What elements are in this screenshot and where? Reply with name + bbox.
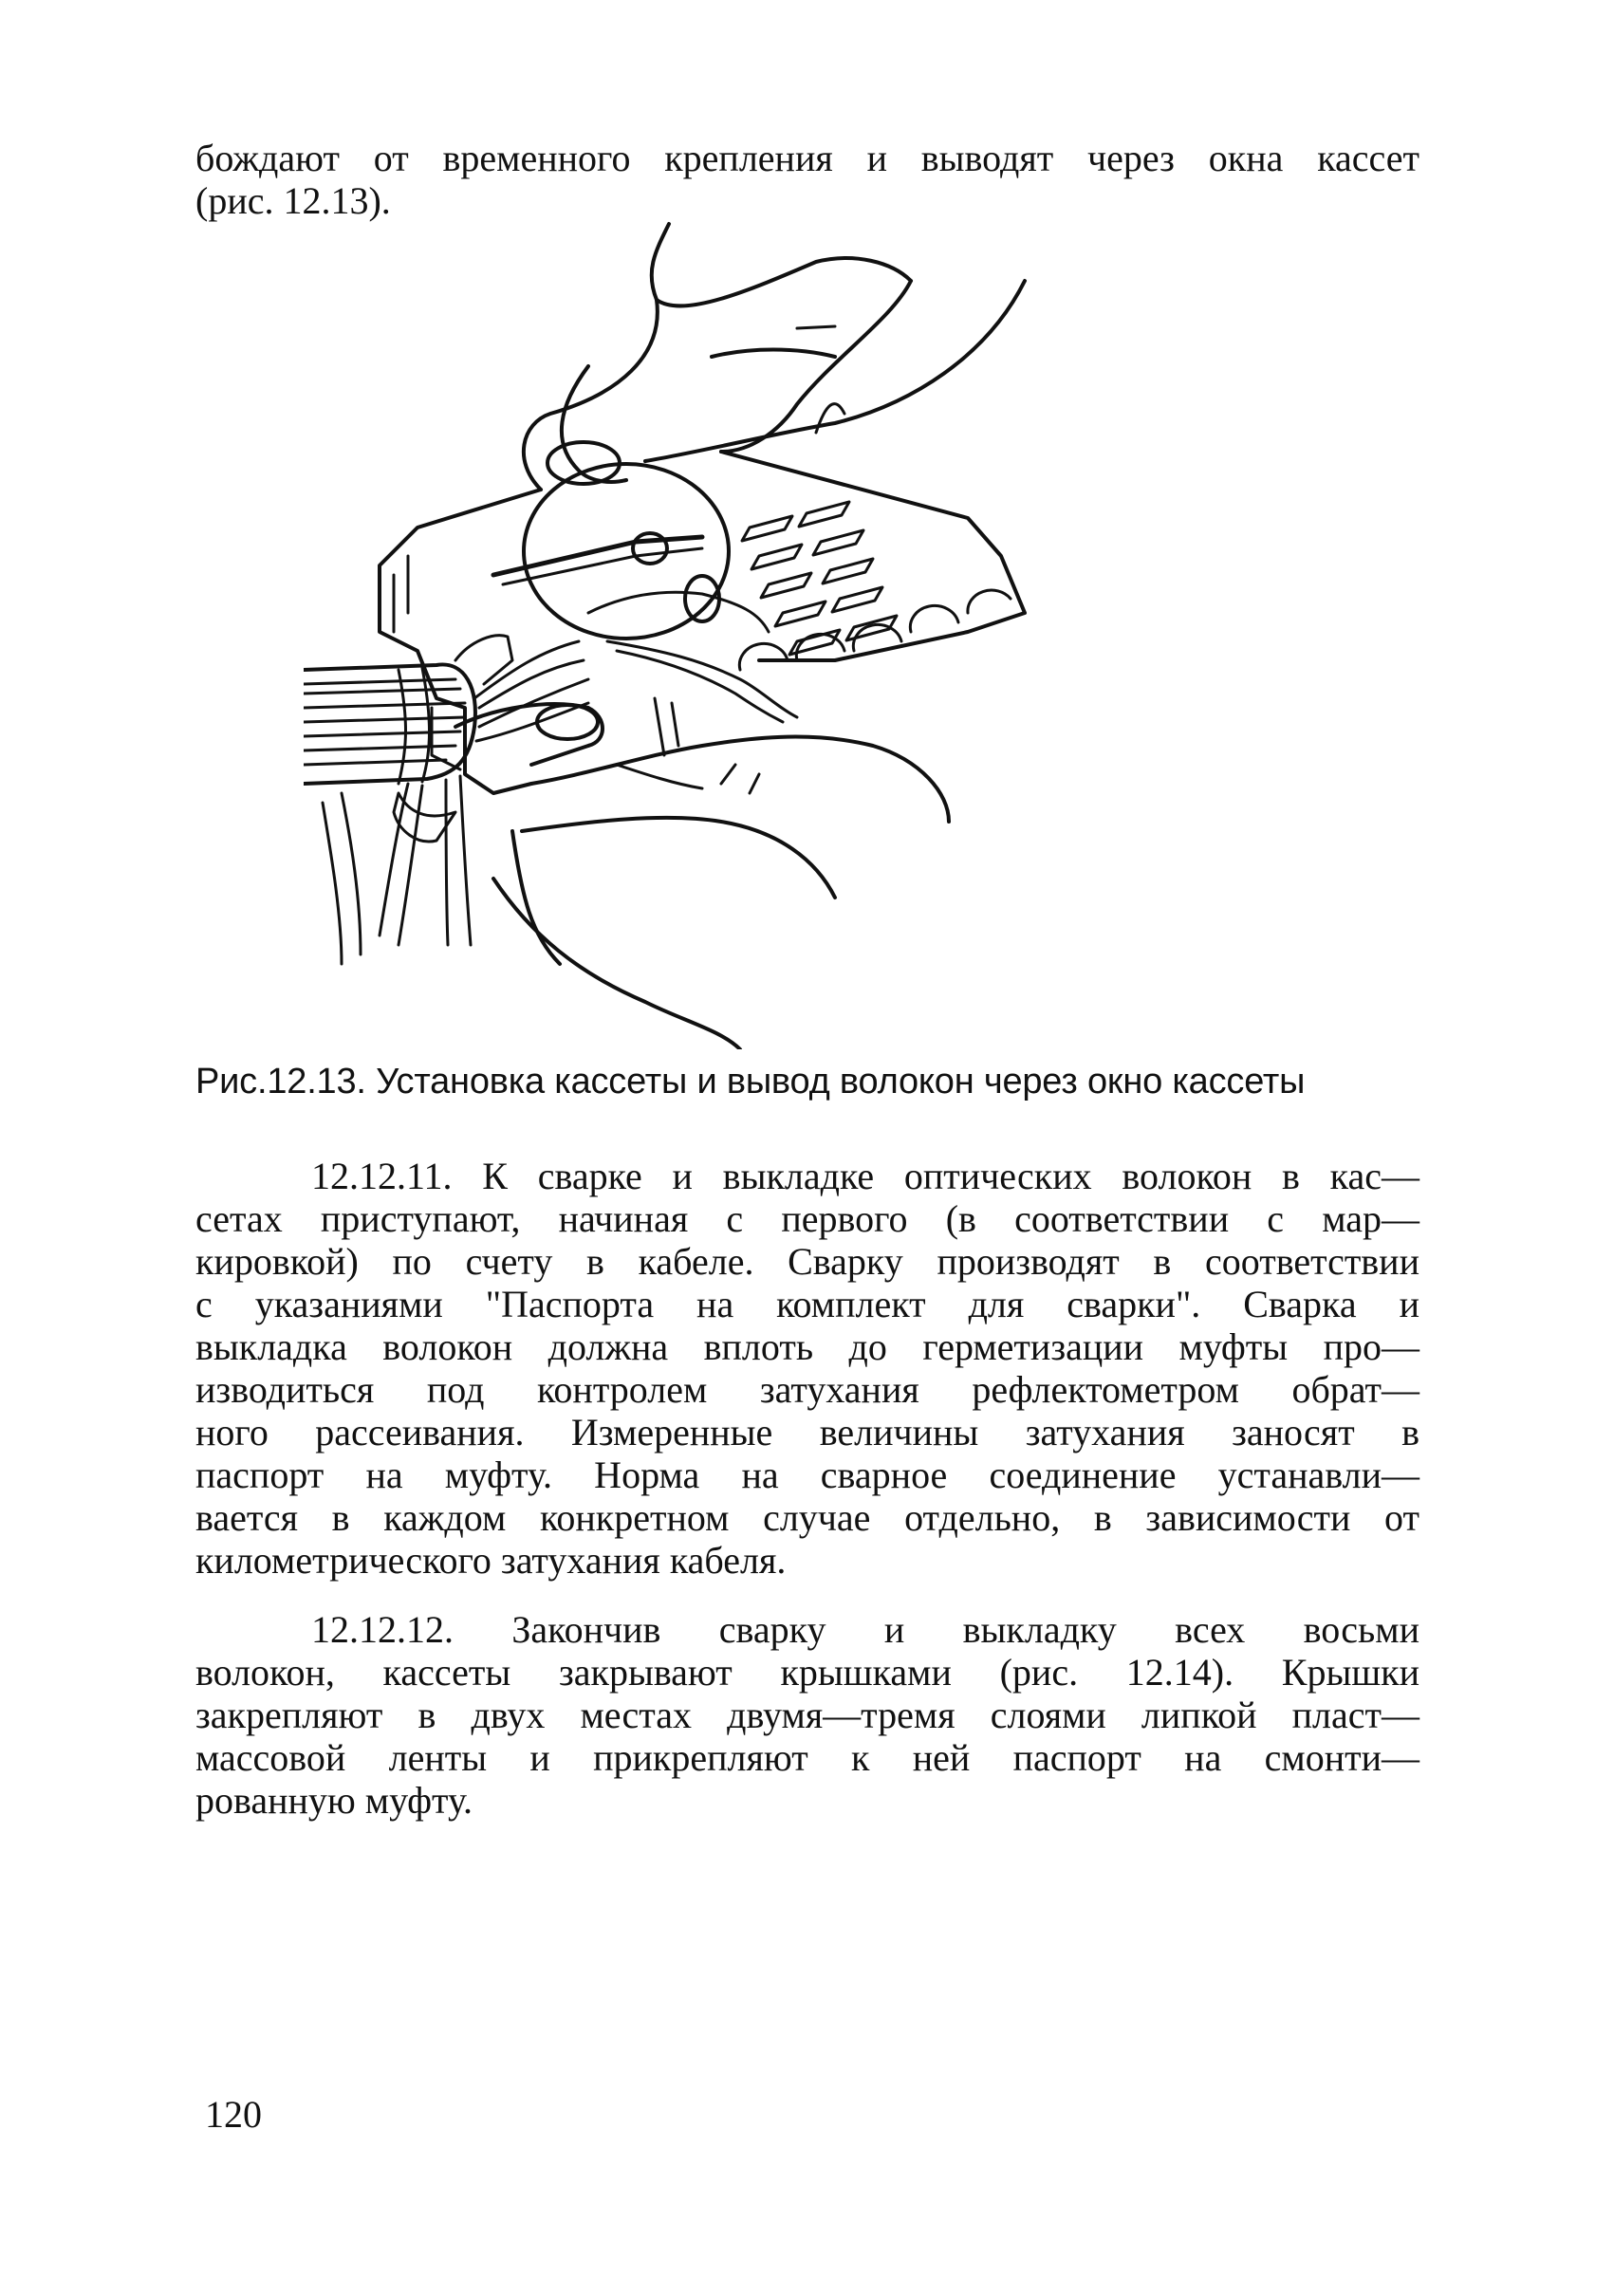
figure-caption: Рис.12.13. Установка кассеты и вывод волокон через окно кассеты	[195, 1062, 1306, 1102]
text-line: рованную муфту.	[195, 1779, 473, 1822]
text-line: с указаниями "Паспорта на комплект для сварки". Сварка и	[195, 1283, 1419, 1325]
text-line: паспорт на муфту. Норма на сварное соединение устанавли—	[195, 1454, 1419, 1496]
paragraph	[195, 1155, 1419, 1582]
text-line: выкладка волокон должна вплоть до герметизации муфты про—	[195, 1325, 1419, 1368]
text-line: 12.12.12. Закончив сварку и выкладку всех восьми	[311, 1608, 1419, 1651]
text-line: массовой ленты и прикрепляют к ней паспорт на смонти—	[195, 1736, 1419, 1779]
text-line: волокон, кассеты закрывают крышками (рис. 12.14). Крышки	[195, 1651, 1419, 1694]
text-line: изводиться под контролем затухания рефлектометром обрат—	[195, 1368, 1419, 1411]
text-line: вается в каждом конкретном случае отдельно, в зависимости от	[195, 1496, 1419, 1539]
text-line: ного рассеивания. Измеренные величины затухания заносят в	[195, 1411, 1419, 1454]
text-line: бождают от временного крепления и выводят через окна кассет	[195, 137, 1419, 179]
text-line: кировкой) по счету в кабеле. Сварку производят в соответствии	[195, 1240, 1419, 1283]
page-number: 120	[205, 2093, 262, 2136]
text-line: километрического затухания кабеля.	[195, 1539, 787, 1582]
text-line: закрепляют в двух местах двумя—тремя слоями липкой пласт—	[195, 1694, 1419, 1736]
paragraph	[195, 1608, 1419, 1822]
cassette-installation-illustration	[304, 214, 1328, 1049]
text-line: 12.12.11. К сварке и выкладке оптических волокон в кас—	[311, 1155, 1419, 1197]
text-line: (рис. 12.13).	[195, 179, 391, 222]
intro-text	[195, 137, 1419, 222]
text-line: сетах приступают, начиная с первого (в соответствии с мар—	[195, 1197, 1419, 1240]
